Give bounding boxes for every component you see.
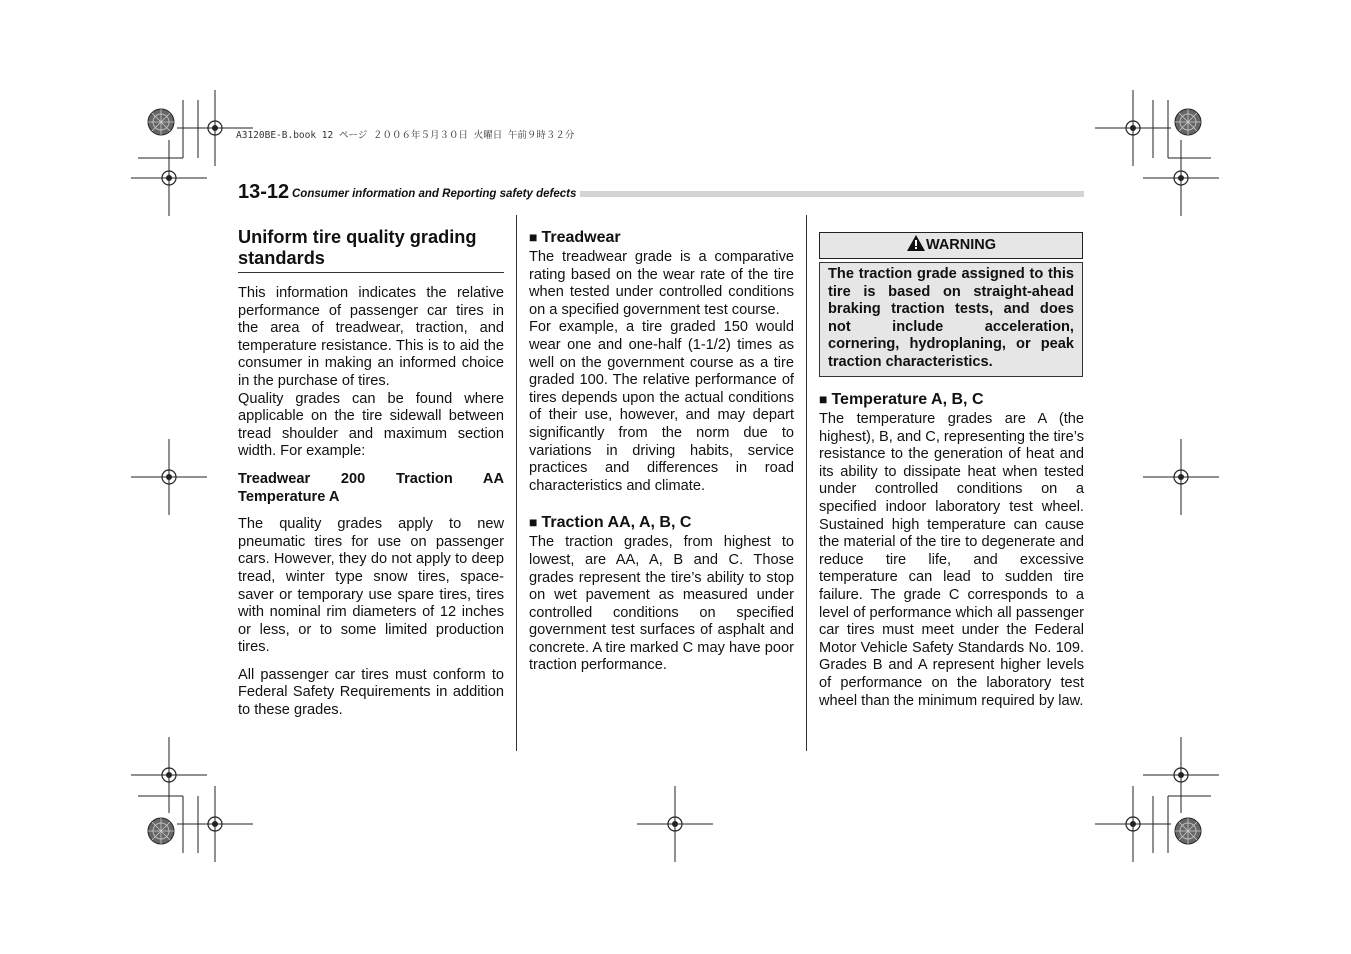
registration-mark-icon [1095,90,1171,166]
registration-mark-icon [1143,439,1219,515]
registration-mark-icon [177,90,253,166]
traction-heading-text: Traction AA, A, B, C [541,514,692,532]
page-number: 13-12 [238,180,292,204]
starburst-target-icon [148,818,174,844]
starburst-target-icon [148,109,174,135]
treadwear-paragraph-1: The treadwear grade is a comparative rating based on the wear rate of the tire when tested under controlled conditions on a specified government test course. [529,249,794,318]
treadwear-paragraph-2: For example, a tire graded 150 would wear one and one-half (1-1/2) times as well on the government course as a tire graded 100. The relative performance of tires depends upon the actual conditions of their use, however, and may depart significantly from the norm due to variations in driving habits, service practices and differences in road characteristics and climate. [529,319,794,494]
registration-mark-icon [637,786,713,862]
traction-paragraph: The traction grades, from highest to lowest, are AA, A, B and C. Those grades represent the tire’s ability to stop on wet pavement as measured under controlled conditions on specified government test surfaces of asphalt and concrete. A tire marked C may have poor traction performance. [529,534,794,674]
registration-mark-icon [131,439,207,515]
warning-box: The traction grade assigned to this tire is based on straight-ahead braking traction tests, and does not include acceleration, cornering, hydroplaning, or peak traction characteristics. [819,262,1083,377]
starburst-target-icon [1175,109,1201,135]
temperature-paragraph: The temperature grades are A (the highest), B, and C, representing the tire’s resistance to the generation of heat and its ability to dissipate heat when tested under controlled conditions on a specified indoor laboratory test wheel. Sustained high temperature can cause the material of the tire to degenerate and reduce tire life, and excessive temperature can lead to sudden tire failure. The grade C corresponds to a level of performance which all passenger car tires must meet under the Federal Motor Vehicle Safety Standards No. 109. Grades B and A represent higher levels of performance on the laboratory test wheel than the minimum required by law. [819,411,1084,709]
starburst-target-icon [1175,818,1201,844]
registration-mark-icon [177,786,253,862]
intro-paragraph: This information indicates the relative performance of passenger car tires in the area of treadwear, traction, and temperature resistance. This is to aid the consumer in making an informed choice in the purchase of tires. [238,285,504,389]
black-square-icon: ■ [529,514,538,531]
black-square-icon: ■ [819,391,828,407]
print-info-line: A3120BE-B.book 12 ページ ２００６年５月３０日 火曜日 午前９時３２分 [236,130,575,141]
section-heading: Uniform tire quality grading standards [238,227,504,273]
black-square-icon: ■ [529,229,538,245]
registration-mark-icon [131,737,207,813]
registration-mark-icon [131,140,207,216]
treadwear-heading-text: Treadwear [541,229,621,246]
warning-label: WARNING [925,237,997,253]
example-grade: Treadwear 200 Traction AA Temperature A [238,470,504,505]
conformance-paragraph: All passenger car tires must conform to Federal Safety Requirements in addition to these grades. [238,666,504,719]
applicability-paragraph: The quality grades apply to new pneumatic tires for use on passenger cars. However, they do not apply to deep tread, winter type snow tires, space-saver or temporary use spare tires, tires with nominal rim diameters of 12 inches or less, or to some limited production tires. [238,516,504,656]
registration-mark-icon [1143,140,1219,216]
section-title: Consumer information and Reporting safety defects [292,187,580,201]
registration-mark-icon [1095,786,1171,862]
temperature-heading-text: Temperature A, B, C [831,391,984,408]
location-paragraph: Quality grades can be found where applicable on the tire sidewall between tread shoulder and maximum section width. For example: [238,390,504,460]
registration-mark-icon [1143,737,1219,813]
